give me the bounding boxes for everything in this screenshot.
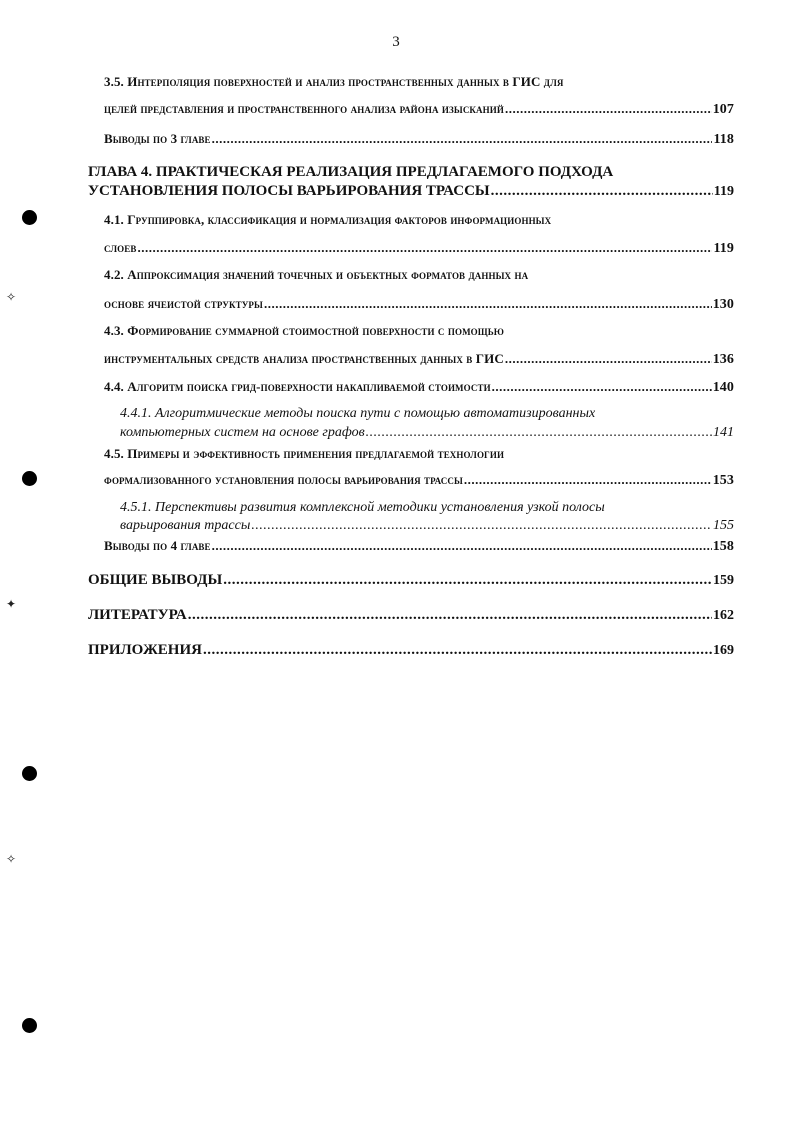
toc-entry-page: 140 <box>712 380 734 395</box>
toc-entry-label: формализованного установления полосы варьирования трассы <box>104 472 463 487</box>
toc-entry-4-1-line1: 4.1. Группировка, классификация и нормализация факторов информационных <box>104 212 552 227</box>
toc-entry-4-4-1[interactable] <box>120 425 734 441</box>
leader-dots <box>264 296 712 312</box>
toc-entry-label: Выводы по 4 главе <box>104 538 211 553</box>
leader-dots <box>203 642 712 659</box>
leader-dots <box>212 538 712 554</box>
toc-entry-4-4[interactable] <box>104 379 734 396</box>
toc-entry-4-4-1-line1: 4.4.1. Алгоритмические методы поиска пути с помощью автоматизированных <box>120 406 596 421</box>
leader-dots <box>505 101 712 117</box>
toc-entry-label: 4.4. Алгоритм поиска грид-поверхности накапливаемой стоимости <box>104 379 491 394</box>
leader-dots <box>505 351 712 367</box>
scan-artifact-icon: ✧ <box>6 290 17 304</box>
leader-dots <box>188 607 712 624</box>
toc-entry-chapter-4[interactable] <box>88 183 734 200</box>
toc-entry-label: Выводы по 3 главе <box>104 131 211 146</box>
toc-entry-page: 155 <box>713 518 734 533</box>
punch-hole-mark <box>22 766 37 781</box>
toc-entry-label: целей представления и пространственного анализа района изысканий <box>104 101 504 116</box>
toc-entry-label: инструментальных средств анализа пространственных данных в ГИС <box>104 351 504 366</box>
toc-entry-general-conclusions[interactable] <box>88 572 734 589</box>
toc-entry-4-2-line1: 4.2. Аппроксимация значений точечных и объектных форматов данных на <box>104 267 529 282</box>
toc-entry-conclusions-ch4[interactable] <box>104 538 734 555</box>
toc-entry-4-2[interactable] <box>104 296 734 313</box>
toc-entry-label: компьютерных систем на основе графов <box>120 425 365 440</box>
toc-entry-3-5[interactable] <box>104 101 734 118</box>
toc-entry-page: 169 <box>713 643 734 658</box>
toc-entry-page: 141 <box>713 425 734 440</box>
scan-artifact-icon: ✧ <box>6 852 17 866</box>
toc-entry-4-1[interactable] <box>104 240 734 257</box>
leader-dots <box>366 425 712 441</box>
toc-entry-4-5-1[interactable] <box>120 518 734 534</box>
toc-entry-page: 136 <box>712 352 734 367</box>
leader-dots <box>251 518 712 534</box>
toc-entry-page: 119 <box>713 184 734 199</box>
toc-entry-4-3-line1: 4.3. Формирование суммарной стоимостной поверхности с помощью <box>104 323 505 338</box>
toc-entry-page: 118 <box>713 132 734 147</box>
toc-entry-label: варьирования трассы <box>120 518 251 533</box>
page-number: 3 <box>392 34 400 50</box>
toc-entry-page: 162 <box>713 608 734 623</box>
toc-entry-appendices[interactable] <box>88 642 734 659</box>
toc-entry-chapter-4-line1: ГЛАВА 4. ПРАКТИЧЕСКАЯ РЕАЛИЗАЦИЯ ПРЕДЛАГАЕМОГО ПОДХОДА <box>88 164 614 180</box>
toc-entry-page: 153 <box>712 473 734 488</box>
toc-entry-page: 107 <box>712 102 734 117</box>
toc-entry-4-3[interactable] <box>104 351 734 368</box>
punch-hole-mark <box>22 1018 37 1033</box>
leader-dots <box>138 240 713 256</box>
toc-entry-3-5-line1: 3.5. Интерполяция поверхностей и анализ пространственных данных в ГИС для <box>104 74 564 89</box>
leader-dots <box>223 572 712 589</box>
leader-dots <box>464 472 712 488</box>
toc-entry-4-5-1-line1: 4.5.1. Перспективы развития комплексной методики установления узкой полосы <box>120 500 605 515</box>
leader-dots <box>492 379 712 395</box>
punch-hole-mark <box>22 210 37 225</box>
toc-entry-label: слоев <box>104 240 137 255</box>
toc-entry-label: УСТАНОВЛЕНИЯ ПОЛОСЫ ВАРЬИРОВАНИЯ ТРАССЫ <box>88 183 490 199</box>
toc-entry-page: 158 <box>712 539 734 554</box>
toc-entry-literature[interactable] <box>88 607 734 624</box>
punch-hole-mark <box>22 471 37 486</box>
toc-entry-label: основе ячеистой структуры <box>104 296 263 311</box>
toc-entry-label: ЛИТЕРАТУРА <box>88 607 187 623</box>
leader-dots <box>491 183 713 200</box>
leader-dots <box>212 131 713 147</box>
toc-entry-4-5-line1: 4.5. Примеры и эффективность применения предлагаемой технологии <box>104 446 505 461</box>
toc-entry-page: 130 <box>712 297 734 312</box>
toc-entry-page: 159 <box>713 573 734 588</box>
toc-entry-label: ПРИЛОЖЕНИЯ <box>88 642 202 658</box>
toc-entry-conclusions-ch3[interactable] <box>104 131 734 148</box>
toc-entry-4-5[interactable] <box>104 472 734 489</box>
scan-artifact-icon: ✦ <box>6 597 17 611</box>
toc-entry-label: ОБЩИЕ ВЫВОДЫ <box>88 572 223 588</box>
toc-entry-page: 119 <box>713 241 734 256</box>
